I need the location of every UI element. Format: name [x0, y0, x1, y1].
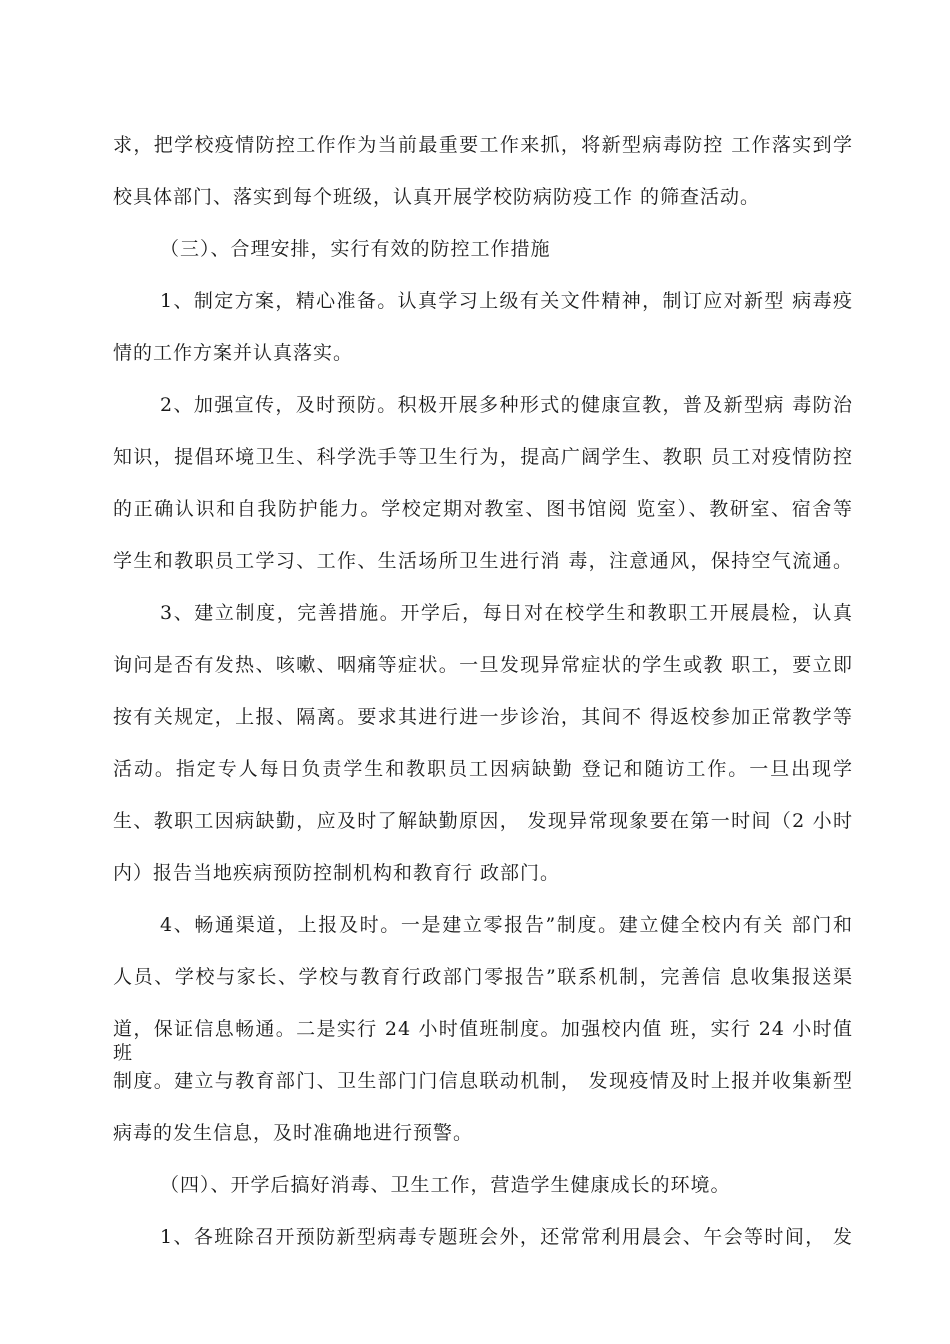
- paragraph-line: 制度。建立与教育部门、卫生部门门信息联动机制， 发现疫情及时上报并收集新型: [113, 1070, 853, 1092]
- paragraph-line: 道，保证信息畅通。二是实行 24 小时值班制度。加强校内值 班，实行 24 小时值班: [113, 1018, 853, 1064]
- paragraph-line: 的正确认识和自我防护能力。学校定期对教室、图书馆阅 览室）、教研室、宿舍等: [113, 498, 853, 520]
- paragraph-line: 校具体部门、落实到每个班级，认真开展学校防病防疫工作 的筛查活动。: [113, 186, 761, 208]
- paragraph-line: 活动。指定专人每日负责学生和教职员工因病缺勤 登记和随访工作。一旦出现学: [113, 758, 853, 780]
- paragraph-line: 4、畅通渠道，上报及时。一是建立零报告”制度。建立健全校内有关 部门和: [160, 914, 853, 936]
- paragraph-line: 知识，提倡环境卫生、科学洗手等卫生行为，提高广阔学生、教职 员工对疫情防控: [113, 446, 853, 468]
- paragraph-line: 人员、学校与家长、学校与教育行政部门零报告”联系机制，完善信 息收集报送渠: [113, 966, 853, 988]
- paragraph-line: 1、制定方案，精心准备。认真学习上级有关文件精神，制订应对新型 病毒疫: [160, 290, 853, 312]
- paragraph-line: 学生和教职员工学习、工作、生活场所卫生进行消 毒，注意通风，保持空气流通。: [113, 550, 853, 572]
- paragraph-line: 询问是否有发热、咳嗽、咽痛等症状。一旦发现异常症状的学生或教 职工，要立即: [113, 654, 853, 676]
- paragraph-line: 情的工作方案并认真落实。: [113, 342, 354, 364]
- section-heading: （四）、开学后搞好消毒、卫生工作，营造学生健康成长的环境。: [160, 1174, 731, 1196]
- section-heading: （三）、合理安排，实行有效的防控工作措施: [160, 238, 551, 260]
- paragraph-line: 按有关规定，上报、隔离。要求其进行进一步诊治，其间不 得返校参加正常教学等: [113, 706, 853, 728]
- paragraph-line: 生、教职工因病缺勤，应及时了解缺勤原因， 发现异常现象要在第一时间（2 小时: [113, 810, 853, 832]
- paragraph-line: 3、建立制度，完善措施。开学后，每日对在校学生和教职工开展晨检，认真: [160, 602, 853, 624]
- paragraph-line: 病毒的发生信息，及时准确地进行预警。: [113, 1122, 474, 1144]
- paragraph-line: 1、各班除召开预防新型病毒专题班会外，还常常利用晨会、午会等时间， 发: [160, 1226, 853, 1248]
- paragraph-line: 内）报告当地疾病预防控制机构和教育行 政部门。: [113, 862, 561, 884]
- paragraph-line: 求，把学校疫情防控工作作为当前最重要工作来抓，将新型病毒防控 工作落实到学: [113, 134, 853, 156]
- paragraph-line: 2、加强宣传，及时预防。积极开展多种形式的健康宣教，普及新型病 毒防治: [160, 394, 853, 416]
